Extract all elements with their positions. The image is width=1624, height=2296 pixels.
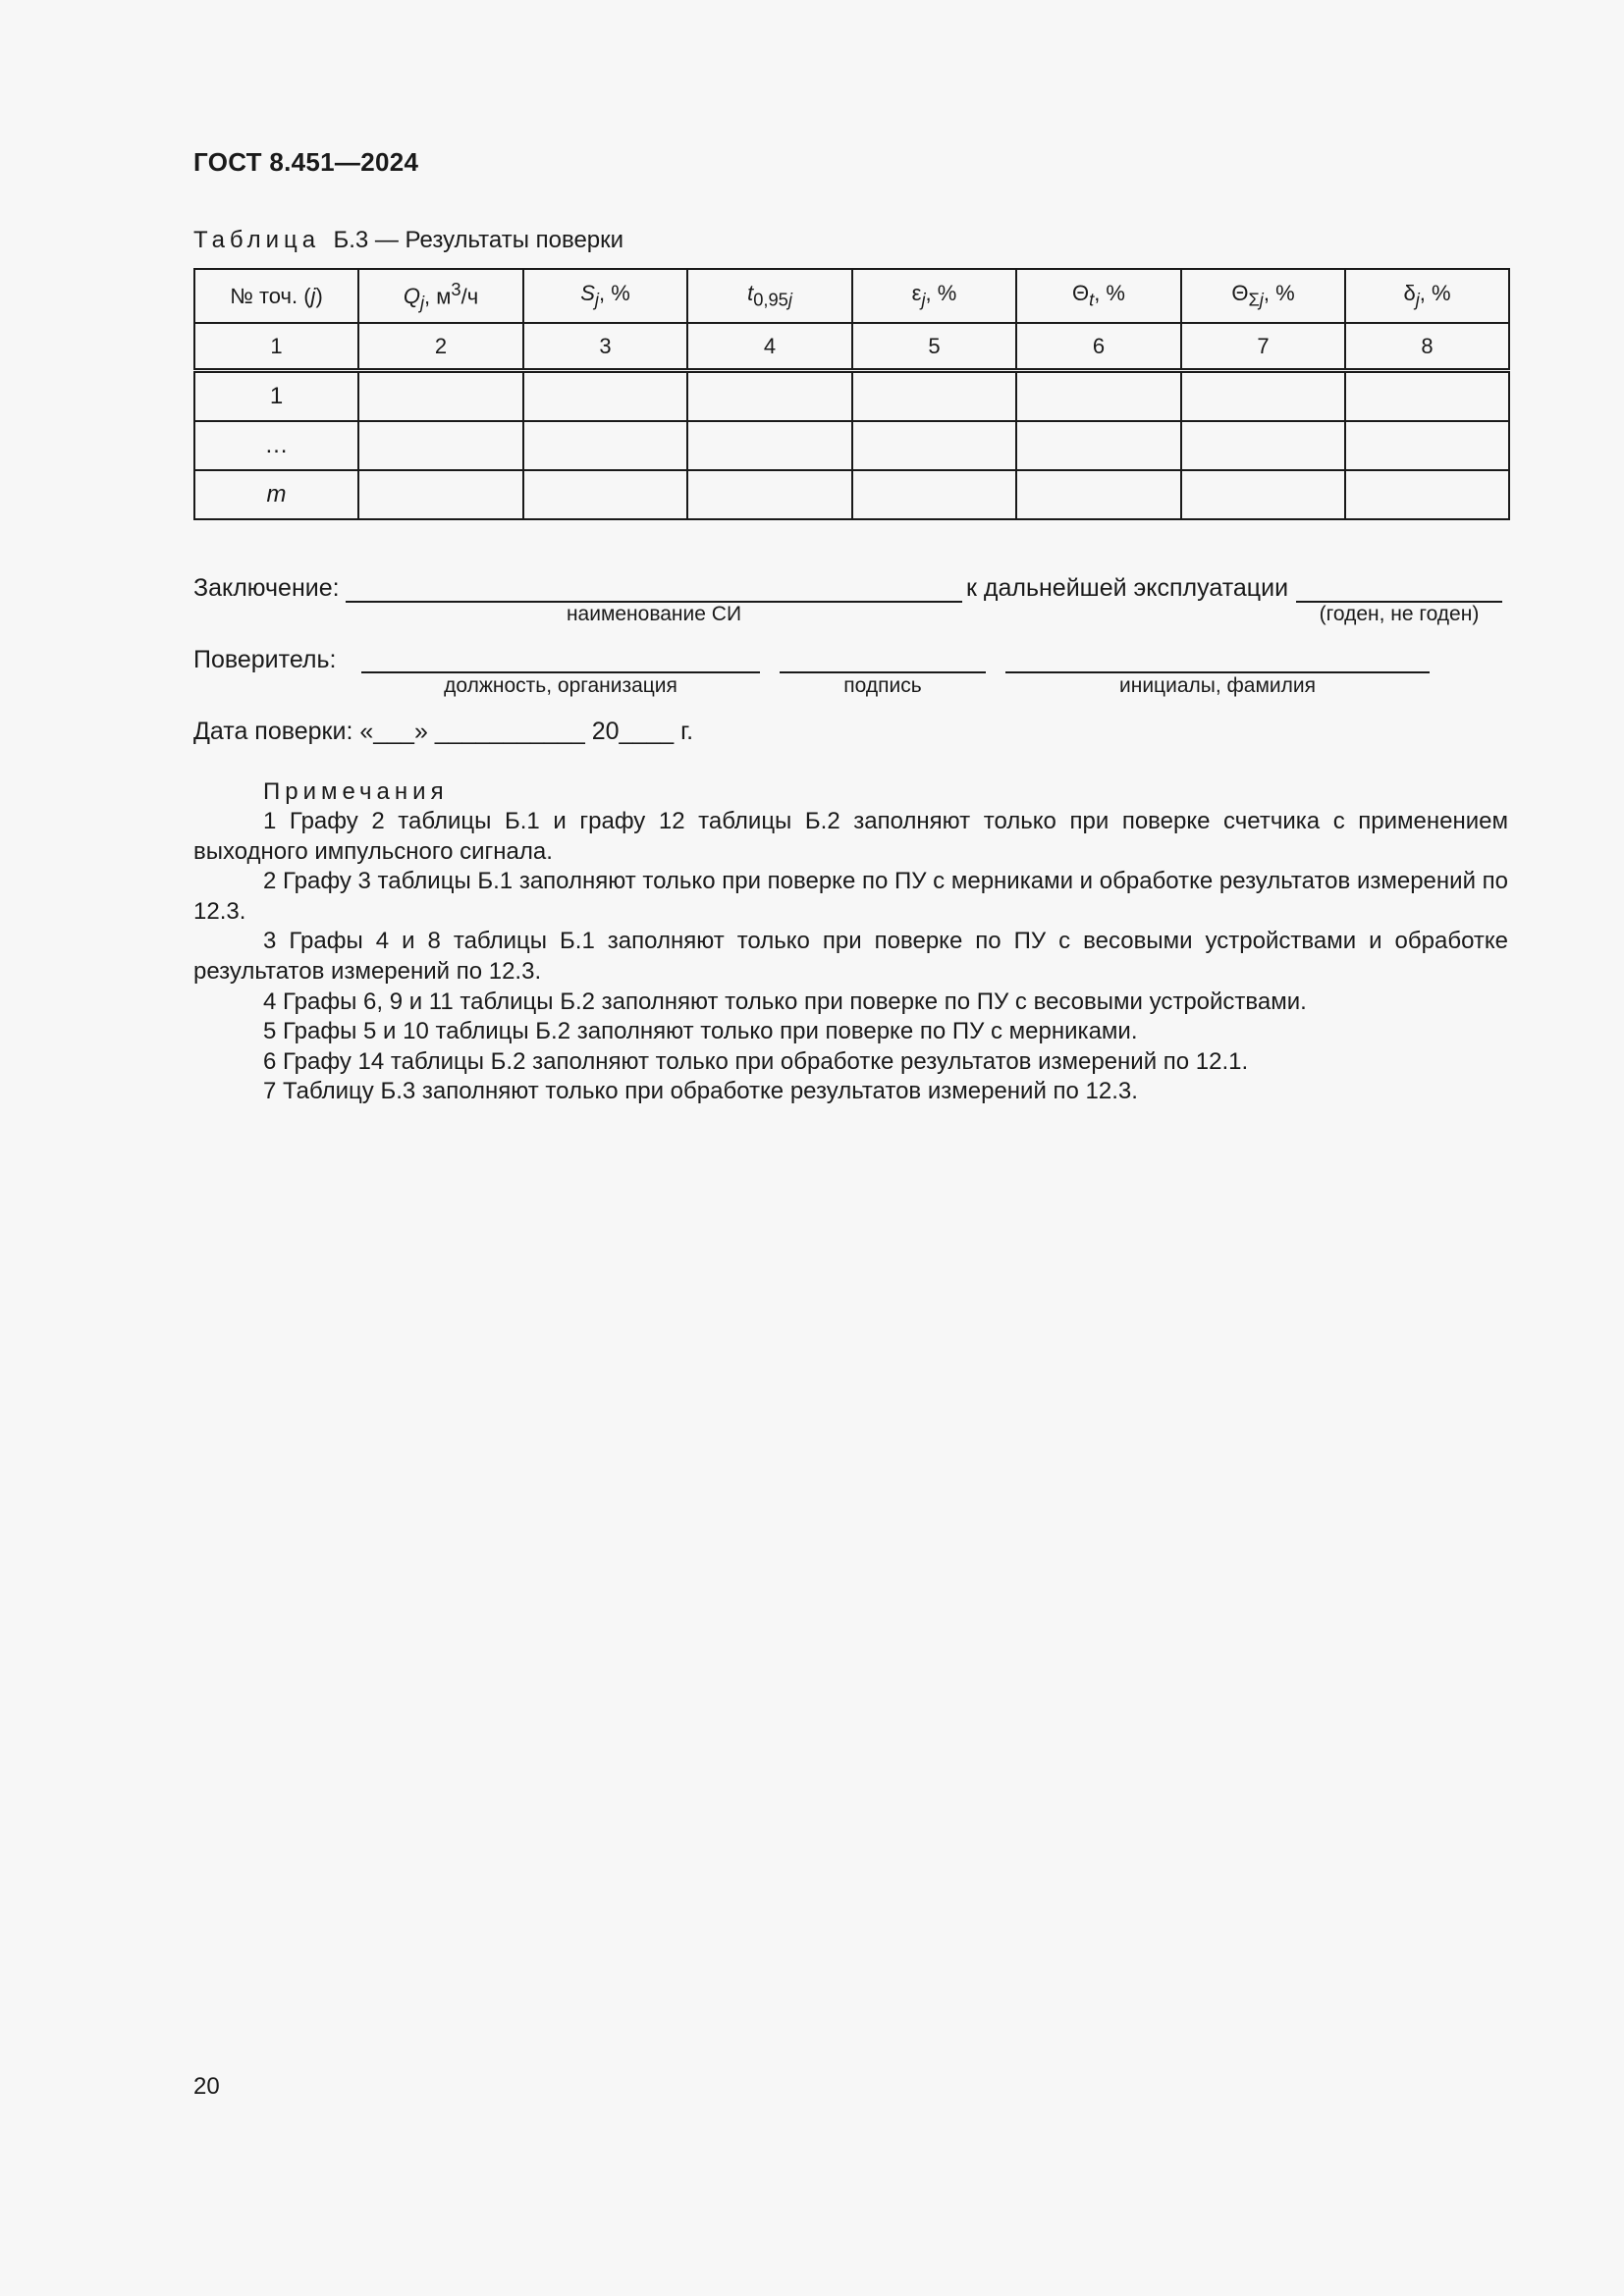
table-cell <box>358 470 523 519</box>
column-number-row <box>194 323 1509 371</box>
position-line <box>361 671 760 673</box>
fitness-caption: (годен, не годен) <box>1319 603 1480 625</box>
table-cell <box>852 371 1016 422</box>
table-cell <box>1016 470 1181 519</box>
column-number: 7 <box>1181 323 1345 371</box>
table-cell <box>852 421 1016 470</box>
col-header-random-error: $\varepsilon_j$, % <box>852 269 1016 323</box>
note-item: 5 Графы 5 и 10 таблицы Б.2 заполняют только при поверке по ПУ с мерниками. <box>263 1018 1138 1045</box>
notes-title: Примечания <box>263 778 449 805</box>
table-cell <box>1016 371 1181 422</box>
note-item: 7 Таблицу Б.3 заполняют только при обработке результатов измерений по 12.3. <box>263 1078 1138 1105</box>
table-cell <box>687 470 852 519</box>
instrument-name-caption: наименование СИ <box>566 603 742 625</box>
table-cell: m <box>194 470 358 519</box>
col-header-point: № точ. (j) <box>194 269 358 323</box>
table-caption-text: Б.3 — Результаты поверки <box>333 227 624 253</box>
note-item: 2 Графу 3 таблицы Б.1 заполняют только при поверке по ПУ с мерниками и обработке результатов измерений по 12.3. <box>193 868 1508 925</box>
col-header-theta-sum: $\Theta_{\Sigma j}$, % <box>1181 269 1345 323</box>
table-cell: … <box>194 421 358 470</box>
full-name-caption: инициалы, фамилия <box>1119 674 1316 697</box>
table-row <box>194 371 1509 422</box>
col-header-sko: $S_j$, % <box>523 269 687 323</box>
column-number: 4 <box>687 323 852 371</box>
table-cell: 1 <box>194 371 358 422</box>
verifier-label: Поверитель: <box>193 646 337 673</box>
note-item: 1 Графу 2 таблицы Б.1 и графу 12 таблицы Б.2 заполняют только при поверке счетчика с применением выходного импульсного сигнала. <box>193 808 1508 865</box>
table-cell <box>358 371 523 422</box>
table-cell <box>1181 421 1345 470</box>
table-cell <box>1345 470 1509 519</box>
full-name-line <box>1005 671 1430 673</box>
column-number: 1 <box>194 323 358 371</box>
col-header-theta-t: $\Theta_t$, % <box>1016 269 1181 323</box>
table-header-row <box>194 269 1509 323</box>
table-cell <box>358 421 523 470</box>
table-cell <box>523 470 687 519</box>
conclusion-label: Заключение: <box>193 574 340 602</box>
column-number: 2 <box>358 323 523 371</box>
table-cell <box>687 371 852 422</box>
col-header-student: $t_{0,95j}$ <box>687 269 852 323</box>
table-cell <box>852 470 1016 519</box>
table-cell <box>523 371 687 422</box>
col-header-flow: $Q_j$, $м^3/ч$ <box>358 269 523 323</box>
verification-date: Дата поверки: «___» ___________ 20____ г. <box>193 718 694 745</box>
column-number: 5 <box>852 323 1016 371</box>
table-row <box>194 470 1509 519</box>
column-number: 3 <box>523 323 687 371</box>
column-number: 6 <box>1016 323 1181 371</box>
col-header-delta: $\delta_j$, % <box>1345 269 1509 323</box>
note-item: 4 Графы 6, 9 и 11 таблицы Б.2 заполняют только при поверке по ПУ с весовыми устройствами. <box>263 988 1307 1015</box>
document-code: ГОСТ 8.451—2024 <box>193 147 419 177</box>
column-number: 8 <box>1345 323 1509 371</box>
results-table <box>193 268 1510 520</box>
page-number: 20 <box>193 2073 220 2100</box>
table-cell <box>687 421 852 470</box>
table-caption-word: Таблица <box>193 227 321 253</box>
table-row <box>194 421 1509 470</box>
table-cell <box>523 421 687 470</box>
table-cell <box>1016 421 1181 470</box>
table-cell <box>1345 371 1509 422</box>
table-caption <box>193 227 623 254</box>
table-cell <box>1345 421 1509 470</box>
table-cell <box>1181 371 1345 422</box>
note-item: 3 Графы 4 и 8 таблицы Б.1 заполняют только при поверке по ПУ с весовыми устройствами и обработке результатов измерений по 12.3. <box>193 928 1508 985</box>
conclusion-middle-text: к дальнейшей эксплуатации <box>966 574 1289 602</box>
signature-line <box>780 671 986 673</box>
position-caption: должность, организация <box>444 674 677 697</box>
table-cell <box>1181 470 1345 519</box>
signature-caption: подпись <box>843 674 922 697</box>
notes-list <box>193 807 1508 1107</box>
note-item: 6 Графу 14 таблицы Б.2 заполняют только при обработке результатов измерений по 12.1. <box>263 1047 1249 1075</box>
